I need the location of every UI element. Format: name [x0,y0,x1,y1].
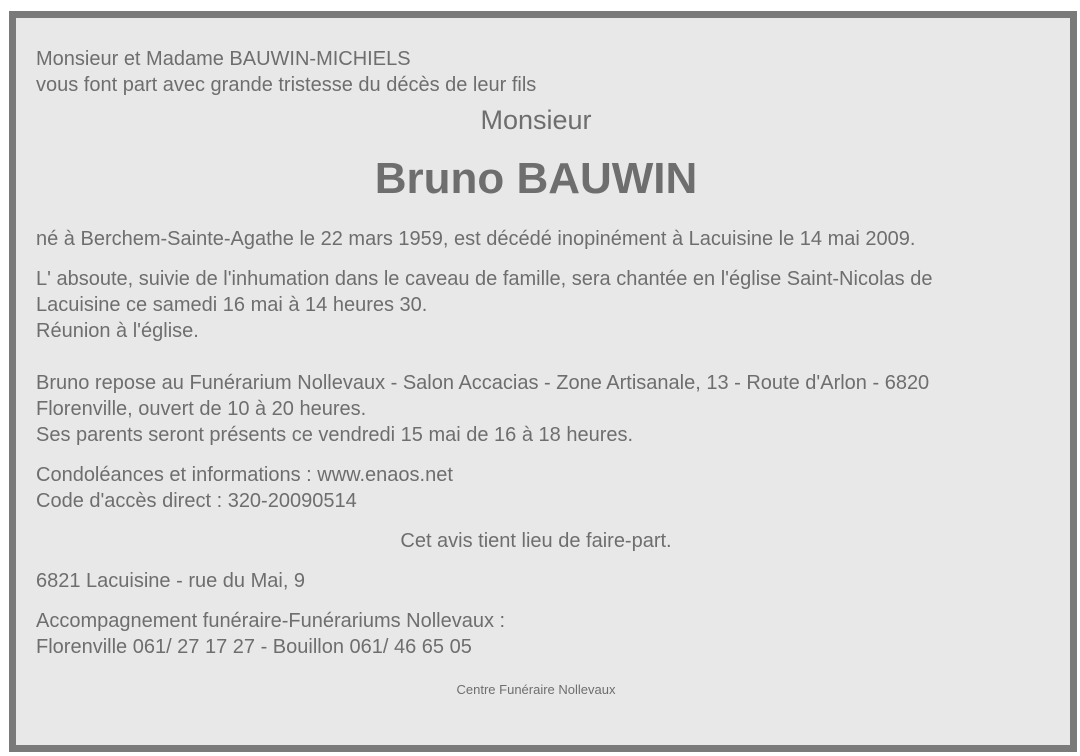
notice-content [36,46,1036,698]
ceremony-line: Lacuisine ce samedi 16 mai à 14 heures 30. [36,294,428,316]
faire-part-text: Cet avis tient lieu de faire-part. [400,530,672,552]
rest-line: Florenville, ouvert de 10 à 20 heures. [36,398,367,420]
condolences-text: Condoléances et informations : www.enaos.net [36,464,453,486]
funeral-service-line: Florenville 061/ 27 17 27 - Bouillon 061/ 46 65 05 [36,636,472,658]
ceremony-block [36,266,1036,344]
rest-line: Ses parents seront présents ce vendredi 15 mai de 16 à 18 heures. [36,424,634,446]
ceremony-line: Réunion à l'église. [36,320,199,342]
birth-death-text: né à Berchem-Sainte-Agathe le 22 mars 1959, est décédé inopinément à Lacuisine le 14 mai 2009. [36,228,916,250]
obituary-notice [9,11,1077,752]
honorific: Monsieur [480,105,592,135]
rest-block [36,370,1036,448]
deceased-name: Bruno BAUWIN [374,154,698,203]
funeral-service-line: Accompagnement funéraire-Funérariums Nollevaux : [36,610,506,632]
announcers-text: Monsieur et Madame BAUWIN-MICHIELS [36,48,411,70]
footer-credit: Centre Funéraire Nollevaux [456,682,616,697]
condolences-block [36,462,1036,514]
access-code-text: Code d'accès direct : 320-20090514 [36,490,357,512]
funeral-service-block [36,608,1036,660]
rest-line: Bruno repose au Funérarium Nollevaux - Salon Accacias - Zone Artisanale, 13 - Route d'Arlon - 6820 [36,372,930,394]
announcement-text: vous font part avec grande tristesse du décès de leur fils [36,74,537,96]
address-text: 6821 Lacuisine - rue du Mai, 9 [36,570,306,592]
ceremony-line: L' absoute, suivie de l'inhumation dans le caveau de famille, sera chantée en l'église Saint-Nicolas de [36,268,933,290]
